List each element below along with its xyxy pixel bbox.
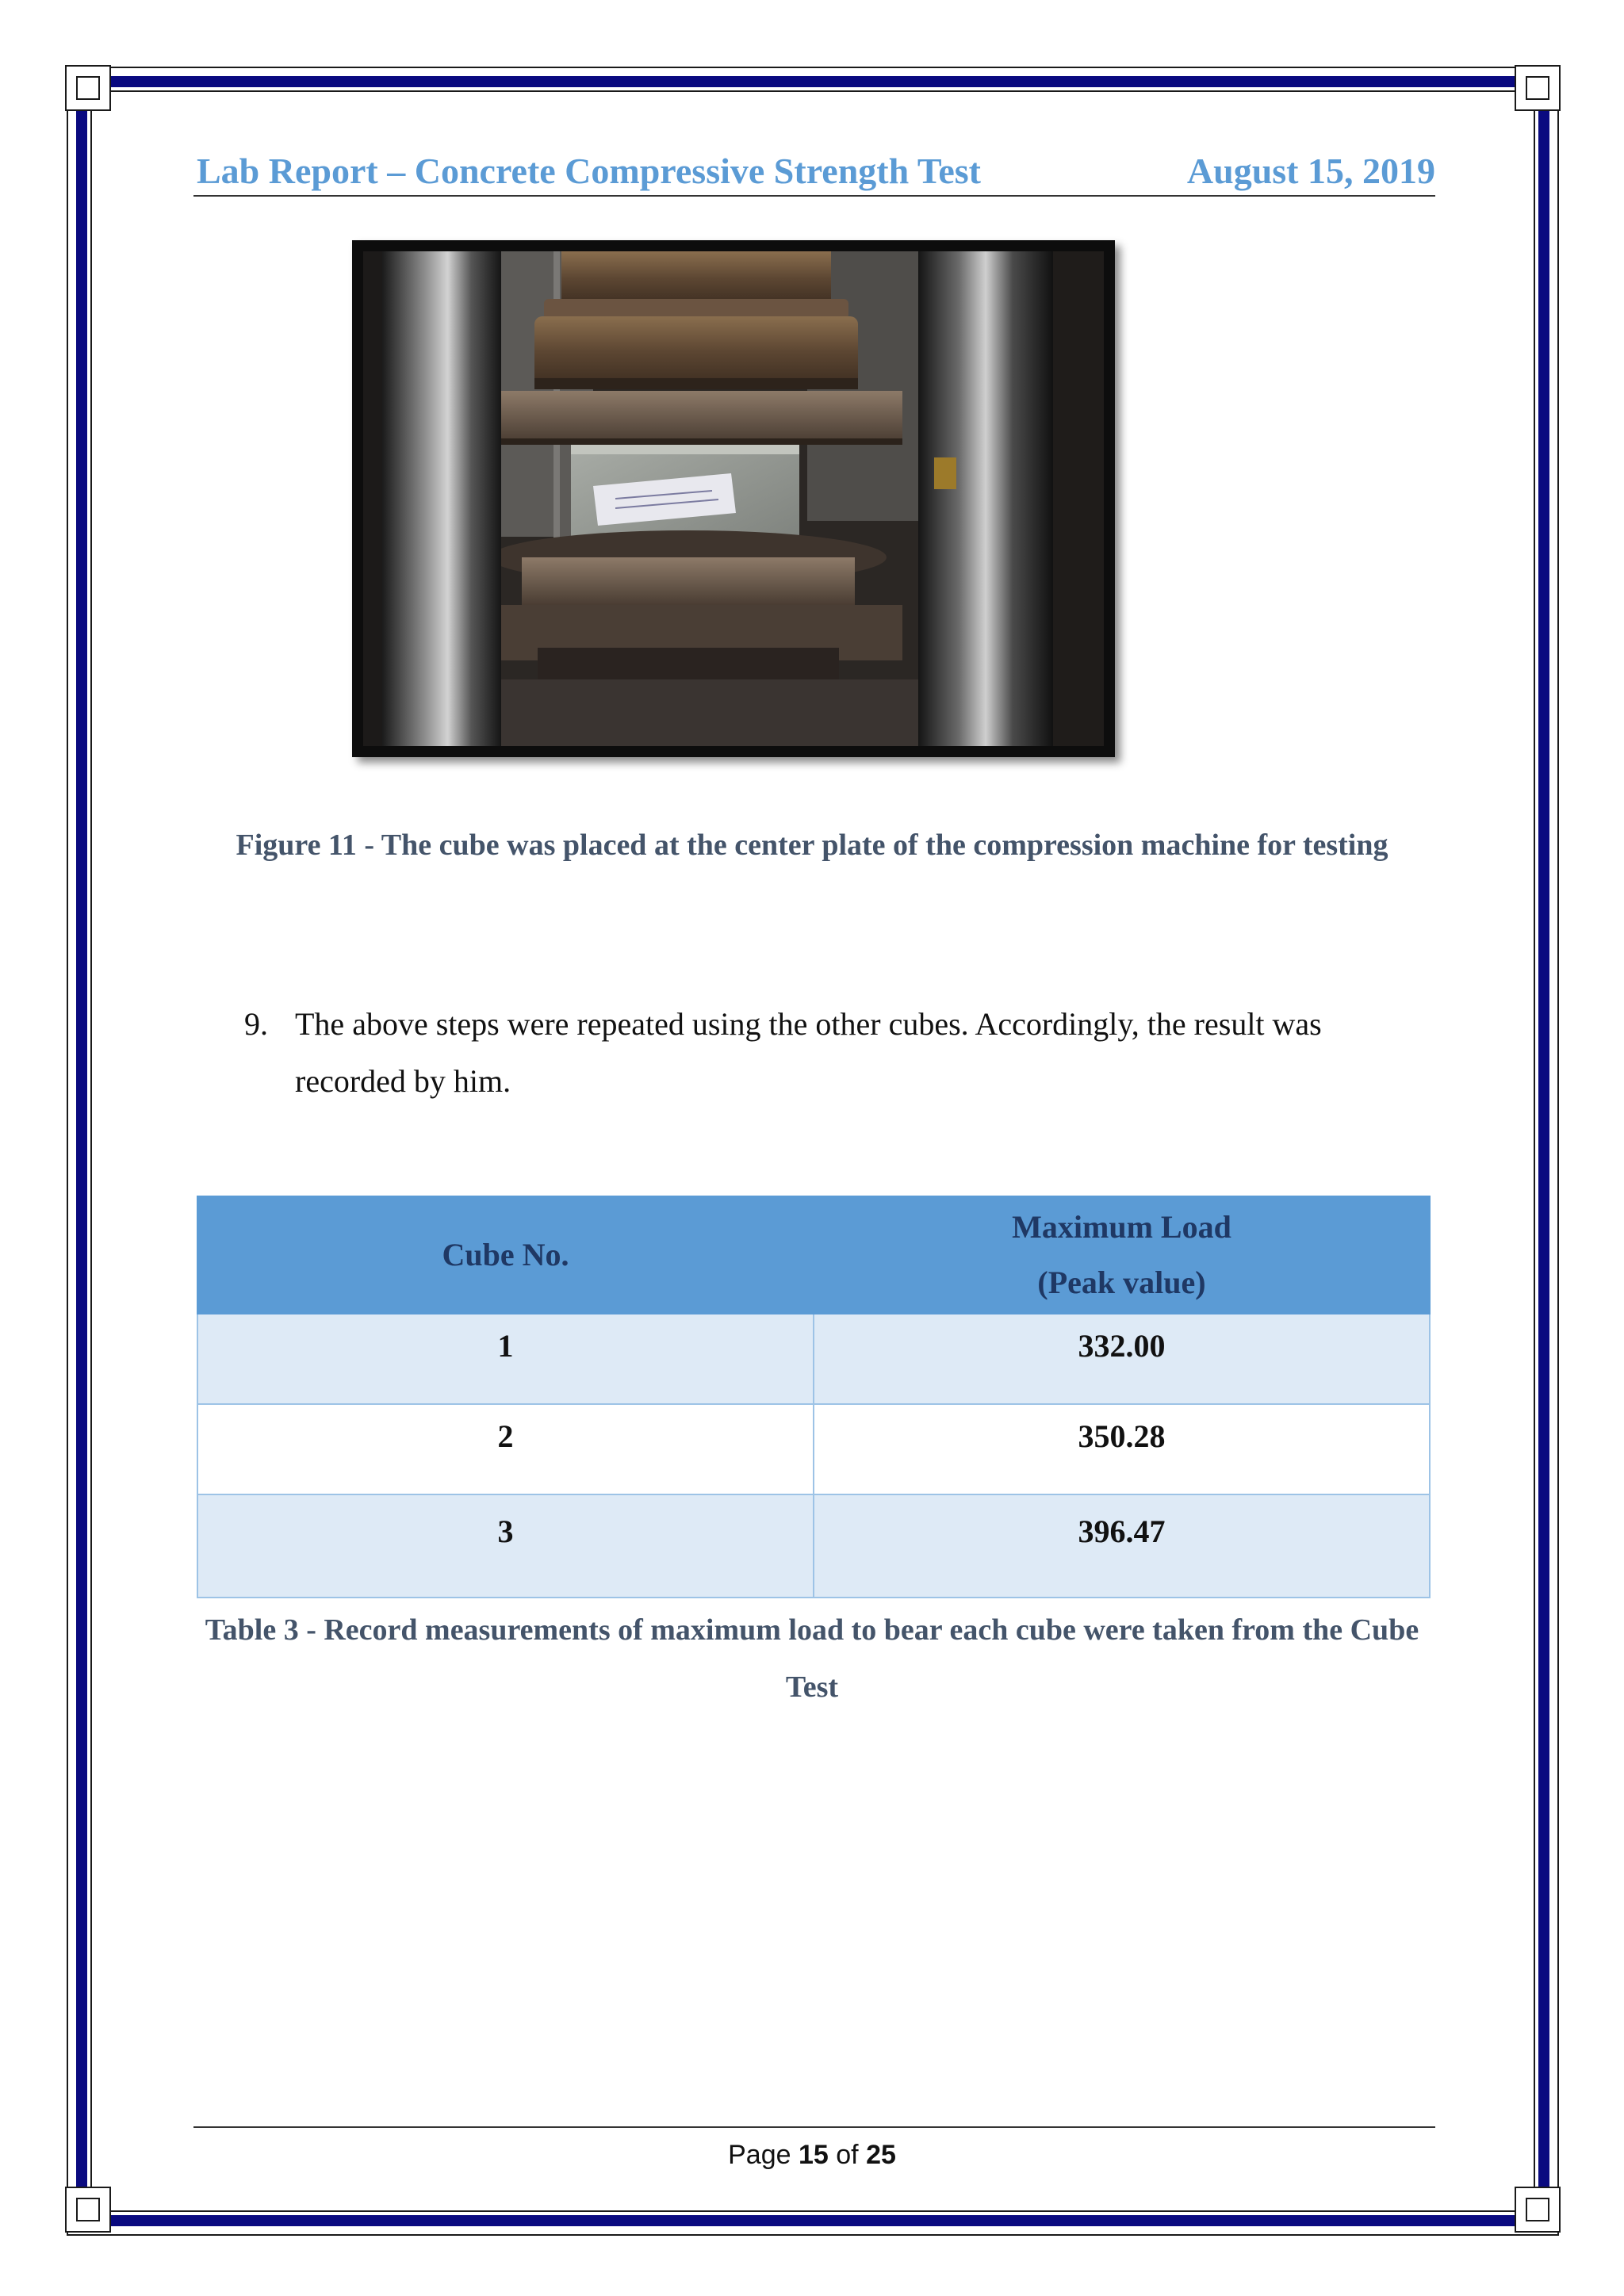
header-divider bbox=[193, 195, 1435, 197]
corner-ornament-top-right bbox=[1515, 65, 1561, 111]
corner-ornament-bottom-right bbox=[1515, 2187, 1561, 2233]
header-max-load bbox=[814, 1196, 1430, 1314]
cell-cube-no: 1 bbox=[197, 1314, 814, 1404]
corner-ornament-top-left bbox=[65, 65, 111, 111]
header-cube-no: Cube No. bbox=[197, 1196, 814, 1314]
table-header-row bbox=[197, 1196, 1430, 1314]
figure-caption: Figure 11 - The cube was placed at the center plate of the compression machine for testing bbox=[236, 828, 1388, 862]
page-number bbox=[0, 2133, 1624, 2177]
header-max-load-line2: (Peak value) bbox=[1037, 1265, 1206, 1300]
numbered-step bbox=[244, 996, 1402, 1110]
max-load-table bbox=[197, 1196, 1431, 1598]
table-row bbox=[197, 1494, 1430, 1598]
step-text: The above steps were repeated using the other cubes. Accordingly, the result was recorded by him. bbox=[295, 1006, 1322, 1099]
step-number: 9. bbox=[244, 1006, 268, 1042]
cell-cube-no: 3 bbox=[197, 1494, 814, 1598]
table-caption: Table 3 - Record measurements of maximum load to bear each cube were taken from the Cube Test bbox=[205, 1613, 1419, 1704]
table-row bbox=[197, 1314, 1430, 1404]
cell-max-load: 332.00 bbox=[814, 1314, 1430, 1404]
cell-max-load: 350.28 bbox=[814, 1404, 1430, 1494]
page-word: Page bbox=[728, 2140, 791, 2170]
footer-divider bbox=[193, 2126, 1435, 2128]
cell-max-load: 396.47 bbox=[814, 1494, 1430, 1598]
total-pages: 25 bbox=[866, 2140, 896, 2170]
corner-ornament-bottom-left bbox=[65, 2187, 111, 2233]
compression-machine-photo bbox=[352, 240, 1115, 757]
table-row bbox=[197, 1404, 1430, 1494]
current-page: 15 bbox=[798, 2140, 829, 2170]
cell-cube-no: 2 bbox=[197, 1404, 814, 1494]
header-date: August 15, 2019 bbox=[1186, 151, 1435, 191]
header-title: Lab Report – Concrete Compressive Strength Test bbox=[197, 151, 981, 191]
header-max-load-line1: Maximum Load bbox=[1012, 1209, 1231, 1245]
of-word: of bbox=[836, 2140, 859, 2170]
